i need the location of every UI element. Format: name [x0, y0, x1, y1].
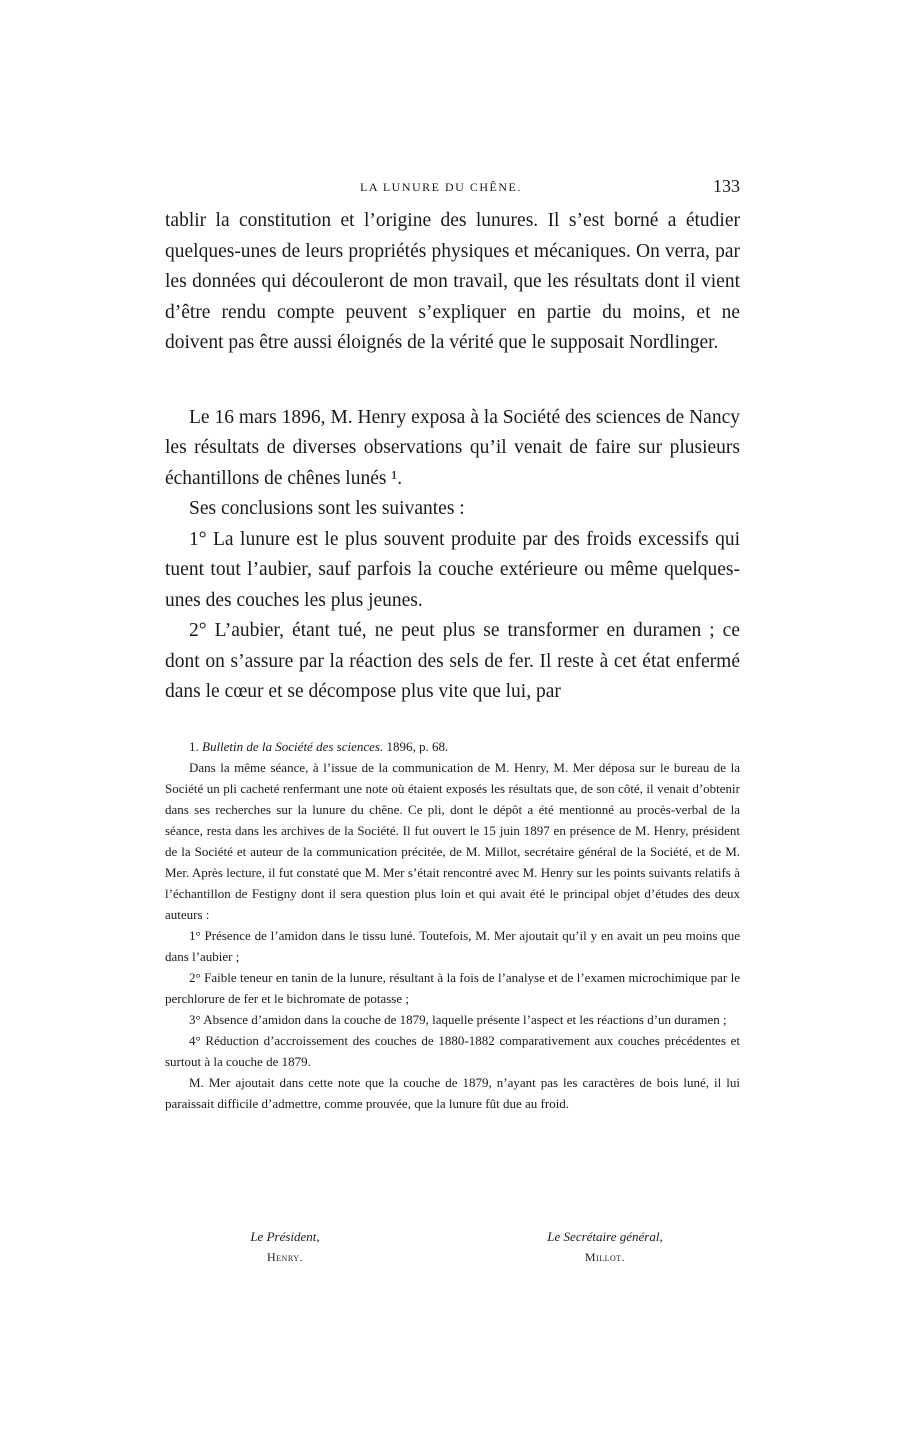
- signatures: [165, 1226, 740, 1276]
- footnote-paragraph: Dans la même séance, à l’issue de la communication de M. Henry, M. Mer déposa sur le bureau de la Société un pli cacheté renfermant une note où étaient exposés les résultats que, de son côté, il venait d’obtenir dans ses recherches sur la lunure du chêne. Ce pli, dont le dépôt a été mentionné au procès-verbal de la séance, resta dans les archives de la Société. Il fut ouvert le 15 juin 1897 en présence de M. Henry, président de la Société et auteur de la communication précitée, de M. Millot, secrétaire général de la Société, et de M. Mer. Après lecture, il fut constaté que M. Mer s’était rencontré avec M. Henry sur les points suivants relatifs à l’échantillon de Festigny dont il sera question plus loin et qui avait été le principal objet d’études des deux auteurs :: [165, 760, 740, 922]
- president-name: Henry.: [266, 1250, 303, 1264]
- footnote-paragraph: M. Mer ajoutait dans cette note que la couche de 1879, n’ayant pas les caractères de bois luné, il lui paraissait difficile d’admettre, comme prouvée, que la lunure fût due au froid.: [165, 1075, 740, 1111]
- body-paragraph: 2° L’aubier, étant tué, ne peut plus se transformer en duramen ; ce dont on s’assure par la réaction des sels de fer. Il reste à cet état enfermé dans le cœur et se décompose plus vite que lui, par: [165, 620, 740, 702]
- footnote-paragraph: 1° Présence de l’amidon dans le tissu luné. Toutefois, M. Mer ajoutait qu’il y en avait un peu moins que dans l’aubier ;: [165, 928, 740, 964]
- running-title: LA LUNURE DU CHÊNE.: [360, 180, 522, 194]
- footnote-paragraph: 2° Faible teneur en tanin de la lunure, résultant à la fois de l’analyse et de l’examen microchimique par le perchlorure de fer et le bichromate de potasse ;: [165, 970, 740, 1006]
- footnote-source-title: Bulletin de la Société des sciences.: [202, 739, 384, 754]
- footnote-paragraph: 4° Réduction d’accroissement des couches de 1880-1882 comparativement aux couches précédentes et surtout à la couche de 1879.: [165, 1033, 740, 1069]
- page-header: [165, 176, 740, 200]
- body-paragraph: 1° La lunure est le plus souvent produite par des froids excessifs qui tuent tout l’aubier, sauf parfois la couche extérieure ou même quelques-unes des couches les plus jeunes.: [165, 528, 740, 611]
- body-paragraph: Ses conclusions sont les suivantes :: [189, 498, 465, 519]
- secretary-name: Millot.: [584, 1250, 626, 1264]
- body-paragraph: tablir la constitution et l’origine des lunures. Il s’est borné a étudier quelques-unes de leurs propriétés physiques et mécaniques. On verra, par les données qui découleront de mon travail, que les résultats dont il vient d’être rendu compte peuvent s’expliquer en partie du moins, et ne doivent pas être aussi éloignés de la vérité que le supposait Nordlinger.: [165, 210, 740, 353]
- page-number: 133: [713, 176, 740, 196]
- footnotes: [165, 736, 740, 1114]
- footnote-reference: [165, 736, 740, 757]
- footnote-paragraph: 3° Absence d’amidon dans la couche de 1879, laquelle présente l’aspect et les réactions d’un duramen ;: [189, 1012, 727, 1027]
- body-paragraph: Le 16 mars 1896, M. Henry exposa à la Société des sciences de Nancy les résultats de diverses observations qu’il venait de faire sur plusieurs échantillons de chênes lunés ¹.: [165, 406, 740, 489]
- footnote-number: 1.: [189, 739, 202, 754]
- secretary-title: Le Secrétaire général,: [547, 1229, 663, 1244]
- main-text: [165, 206, 740, 708]
- president-title: Le Président,: [250, 1229, 320, 1244]
- footnote-source-detail: 1896, p. 68.: [383, 739, 449, 754]
- president-signature: [215, 1226, 355, 1268]
- secretary-signature: [520, 1226, 690, 1268]
